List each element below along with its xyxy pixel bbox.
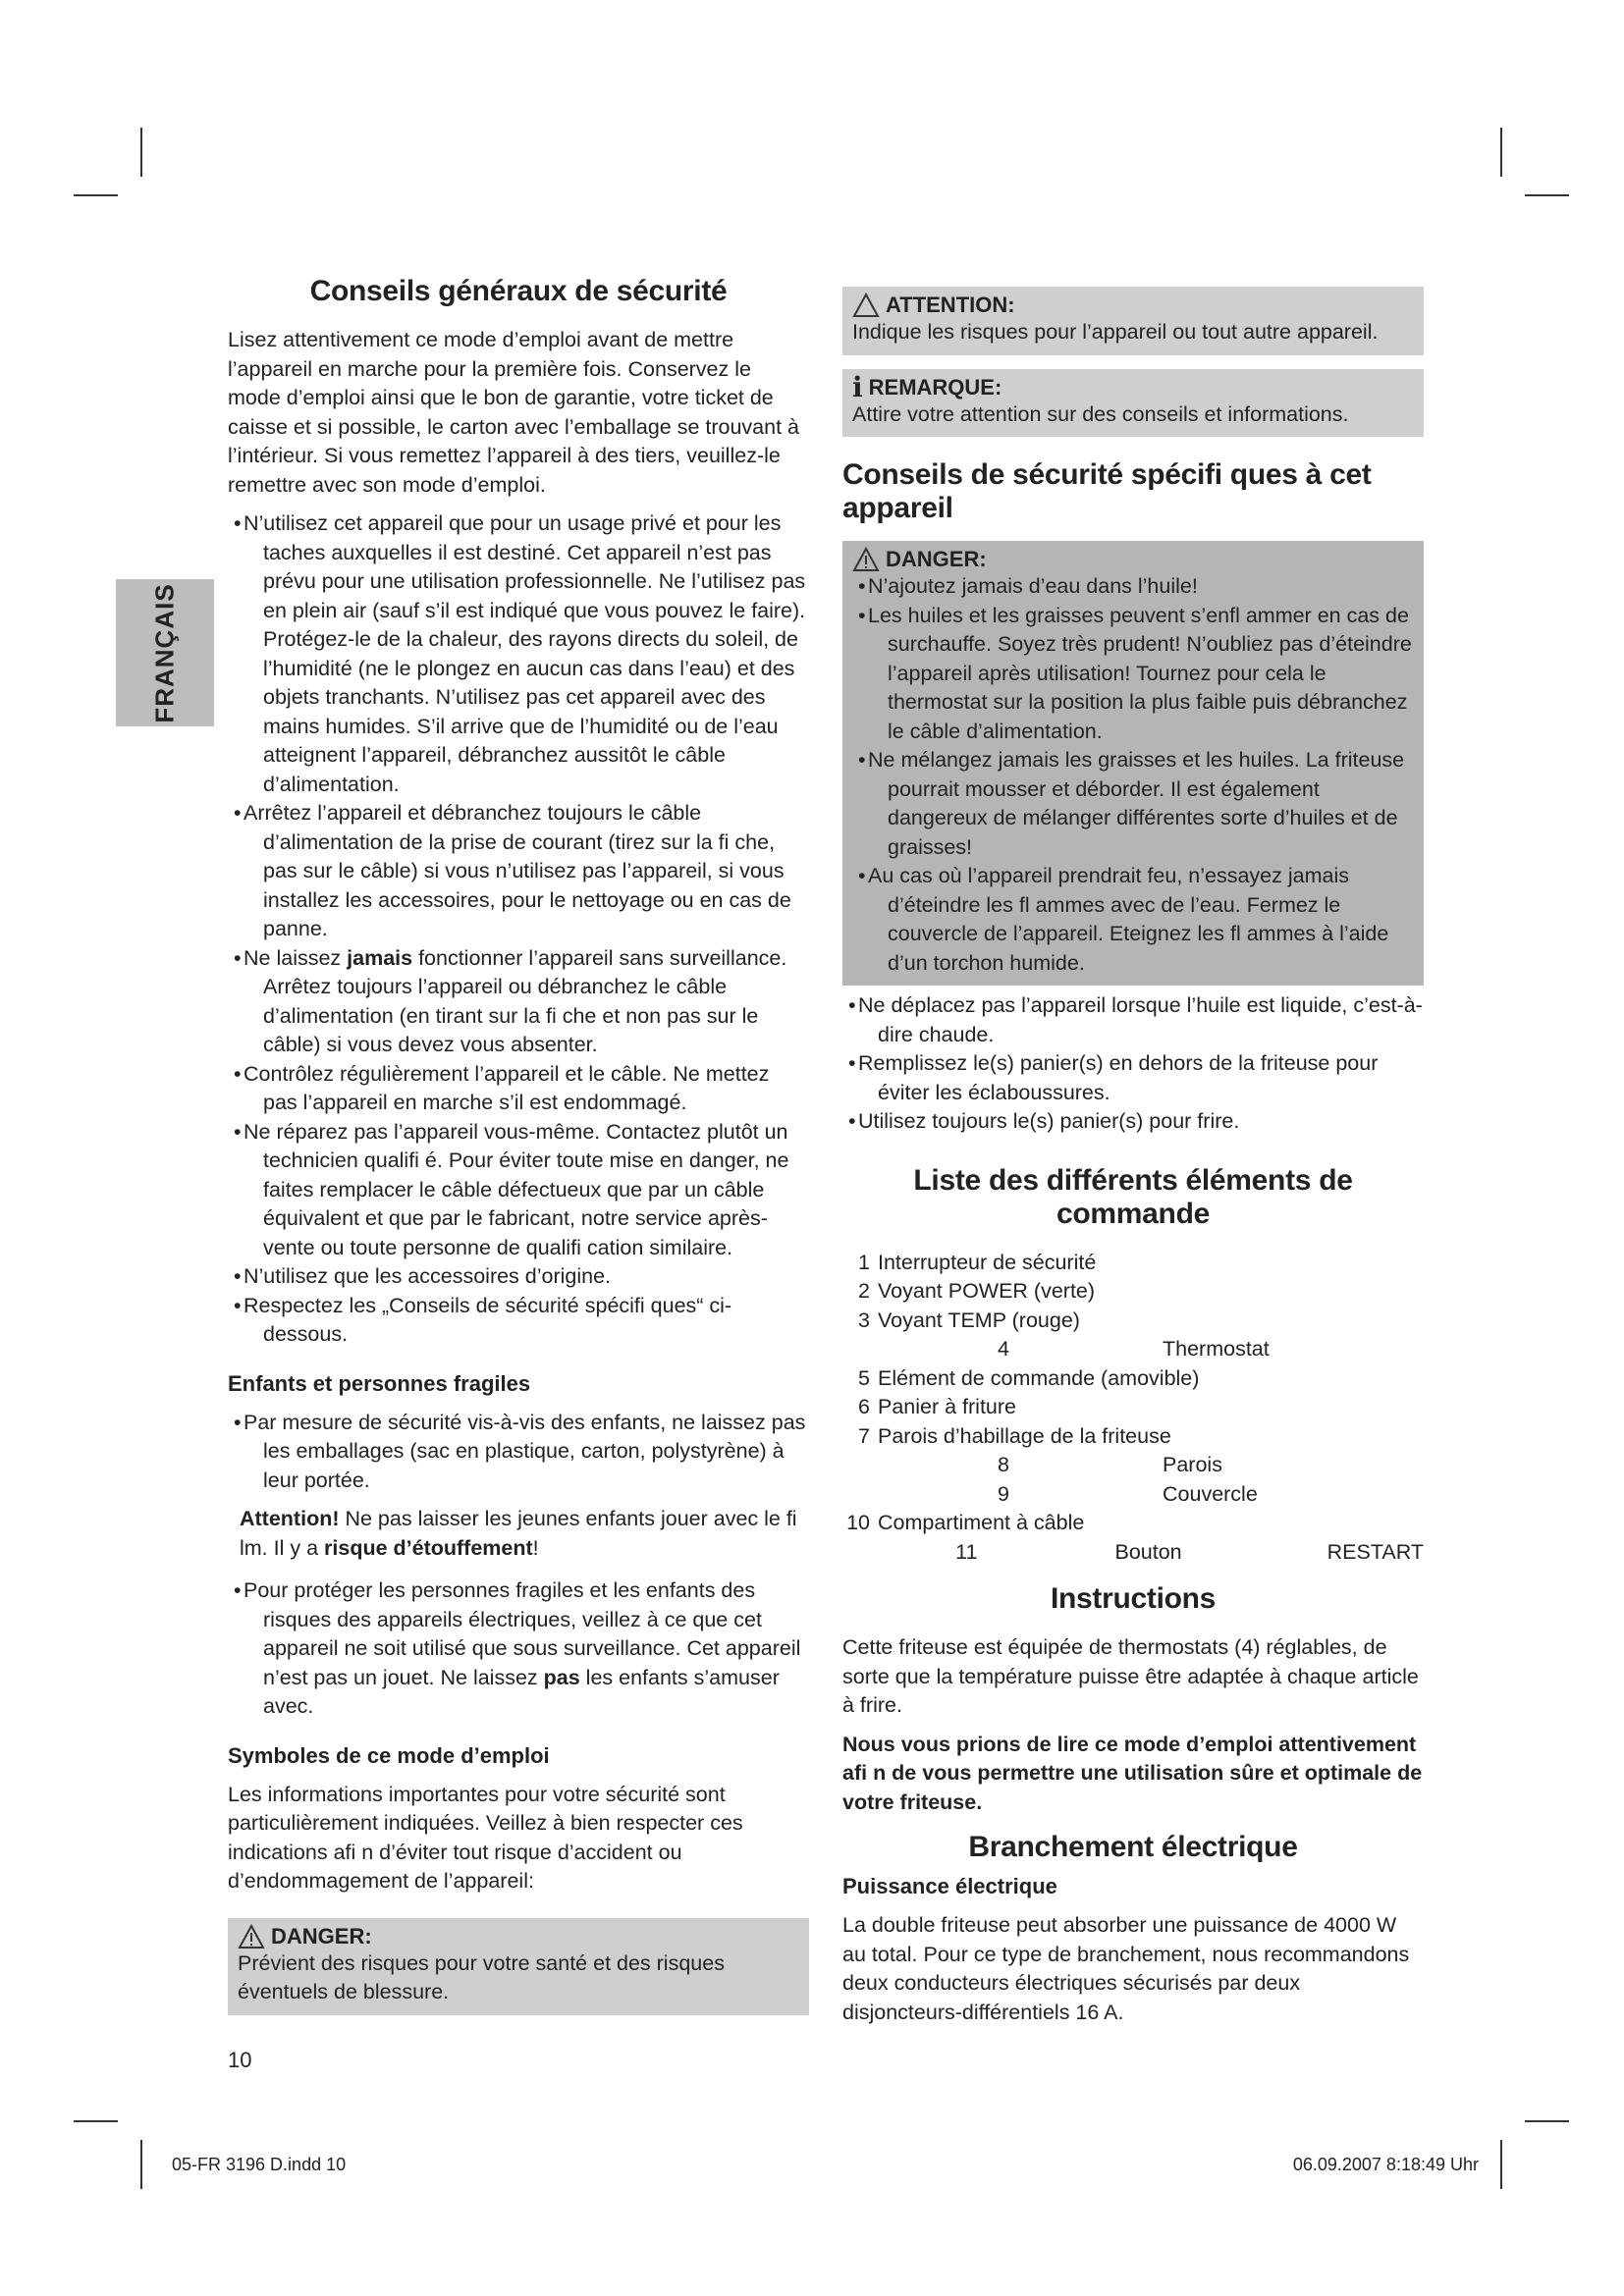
puissance-paragraph: La double friteuse peut absorber une puissance de 4000 W au total. Pour ce type de branchement, nous recommandons deux conducteurs électriques sécurisés par deux disjoncteurs-différentiels 16 A. (842, 1913, 1410, 2024)
attention-triangle-icon (852, 293, 880, 318)
puissance-heading: Puissance électrique (842, 1874, 1057, 1898)
page-number: 10 (228, 2048, 252, 2072)
attention-symbol-title: ATTENTION: (886, 293, 1015, 317)
instructions-paragraph: Cette friteuse est équipée de thermostats (4) réglables, de sorte que la température puisse être adaptée à chaque article à frire. (842, 1635, 1419, 1717)
symbols-heading: Symboles de ce mode d’emploi (228, 1742, 550, 1768)
language-tab-label: FRANÇAIS (149, 582, 180, 723)
left-column (228, 275, 809, 2029)
footer-timestamp: 06.09.2007 8:18:49 Uhr (1292, 2155, 1479, 2174)
list-item: • Arrêtez l’appareil et débranchez toujours le câble d’alimentation de la prise de courant (tirez sur la fi che, pas sur le câble) si vous n’utilisez pas l’appareil, si vous installez les accessoires, pour le nettoyage ou en cas de panne. (228, 799, 809, 944)
right-column (842, 287, 1424, 2037)
controls-title: Liste des différents éléments de commande (913, 1163, 1353, 1230)
list-item: • Ne laissez jamais fonctionner l’appareil sans surveillance. Arrêtez toujours l’appareil ou débranchez le câble d’alimentation (en tirant sur la fi che et non pas sur le câble) si vous devez vous absenter. (228, 944, 809, 1060)
remarque-symbol-box (842, 369, 1424, 438)
instructions-bold-paragraph: Nous vous prions de lire ce mode d’emploi attentivement afi n de vous permettre une utilisation sûre et optimale de votre friteuse. (842, 1732, 1423, 1814)
remarque-symbol-title: REMARQUE: (868, 374, 1002, 400)
instructions-title: Instructions (1050, 1582, 1217, 1615)
control-item: 4 Thermostat (998, 1337, 1270, 1361)
danger-symbol-title: DANGER: (271, 1923, 372, 1949)
warning-triangle-icon (238, 1924, 265, 1949)
danger-box (842, 541, 1424, 986)
specific-safety-title: Conseils de sécurité spécifi ques à cet appareil (842, 458, 1372, 524)
attention-symbol-box (842, 287, 1424, 355)
attention-symbol-text: Indique les risques pour l’appareil ou tout autre appareil. (852, 320, 1379, 344)
control-item: 3 Voyant TEMP (rouge) (858, 1308, 1080, 1332)
control-item: 7 Parois d’habillage de la friteuse (858, 1423, 1171, 1448)
danger-symbol-box (228, 1918, 809, 2015)
control-item: 11 Bouton RESTART (955, 1539, 1424, 1564)
list-item: • Ne réparez pas l’appareil vous-même. Contactez plutôt un technicien qualifi é. Pour éviter toute mise en danger, ne faites remplacer le câble défectueux que par un câble équivalent et que par le fabricant, notre service après-vente ou toute personne de qualifi cation similaire. (228, 1118, 809, 1263)
control-item: 10 Compartiment à câble (846, 1511, 1085, 1534)
control-item: 6 Panier à friture (858, 1395, 1017, 1418)
danger-box-title: DANGER: (886, 547, 987, 571)
crop-mark (1525, 2120, 1569, 2122)
list-item: • Contrôlez régulièrement l’appareil et le câble. Ne mettez pas l’appareil en marche s’il est endommagé. (228, 1060, 809, 1118)
danger-symbol-text: Prévient des risques pour votre santé et des risques éventuels de blessure. (238, 1950, 725, 2003)
warning-triangle-icon (852, 547, 880, 572)
children-heading: Enfants et personnes fragiles (228, 1370, 531, 1396)
list-item: • Remplissez le(s) panier(s) en dehors de la friteuse pour éviter les éclaboussures. (842, 1049, 1424, 1107)
crop-mark (74, 194, 118, 196)
controls-list (842, 1249, 1424, 1568)
crop-mark (1525, 194, 1569, 196)
info-icon: i (852, 370, 863, 403)
control-item: 2 Voyant POWER (verte) (858, 1279, 1096, 1303)
intro-paragraph: Lisez attentivement ce mode d’emploi avant de mettre l’appareil en marche pour la première fois. Conservez le mode d’emploi ainsi que le bon de garantie, votre ticket de caisse et si possible, le carton avec l’emballage se trouvant à l’intérieur. Si vous remettez l’appareil à des tiers, veuillez-le remettre avec son mode d’emploi. (228, 328, 800, 497)
list-item: • Ne mélangez jamais les graisses et les huiles. La friteuse pourrait mousser et déborder. Il est également dangereux de mélanger différentes sorte d’huiles et de graisses! (852, 746, 1414, 862)
control-item: 5 Elément de commande (amovible) (858, 1365, 1200, 1390)
language-tab (116, 579, 214, 726)
list-item: • Les huiles et les graisses peuvent s’enfl ammer en cas de surchauffe. Soyez très prudent! N’oubliez pas d’éteindre l’appareil après utilisation! Tournez pour cela le thermostat sur la position la plus faible puis débranchez le câble d’alimentation. (852, 602, 1414, 747)
control-item: 8 Parois (998, 1453, 1222, 1476)
general-safety-title: Conseils généraux de sécurité (309, 275, 728, 307)
branchement-title: Branchement électrique (968, 1831, 1298, 1863)
children-list (228, 1409, 809, 1496)
general-safety-list (228, 509, 809, 1350)
control-item: 9 Couvercle (998, 1481, 1258, 1506)
specific-safety-list (842, 991, 1424, 1137)
list-item: • Pour protéger les personnes fragiles et les enfants des risques des appareils électriques, veillez à ce que cet appareil ne soit utilisé que sous surveillance. Cet appareil n’est pas un jouet. Ne laissez pas les enfants s’amuser avec. (228, 1576, 809, 1722)
fragile-list (228, 1576, 809, 1722)
crop-mark (140, 128, 142, 177)
symbols-paragraph: Les informations importantes pour votre sécurité sont particulièrement indiquées. Veillez à bien respecter ces indications afi n d’éviter tout risque d’accident ou d’endommagement de l’appareil: (228, 1782, 743, 1893)
list-item: • Au cas où l’appareil prendrait feu, n’essayez jamais d’éteindre les fl ammes avec de l’eau. Fermez le couvercle de l’appareil. Eteignez les fl ammes à l’aide d’un torchon humide. (852, 862, 1414, 978)
attention-note: Attention! Ne pas laisser les jeunes enfants jouer avec le fi lm. Il y a risque d’étouffement! (240, 1507, 797, 1560)
list-item: • Ne déplacez pas l’appareil lorsque l’huile est liquide, c’est-à-dire chaude. (842, 991, 1424, 1049)
list-item: • N’utilisez que les accessoires d’origine. (228, 1262, 809, 1292)
crop-mark (74, 2120, 118, 2122)
danger-list (852, 572, 1414, 978)
list-item: • Par mesure de sécurité vis-à-vis des enfants, ne laissez pas les emballages (sac en plastique, carton, polystyrène) à leur portée. (228, 1409, 809, 1496)
control-item: 1 Interrupteur de sécurité (858, 1250, 1097, 1274)
crop-mark (140, 2140, 142, 2189)
footer-file-name: 05-FR 3196 D.indd 10 (172, 2155, 347, 2174)
crop-mark (1500, 2140, 1502, 2189)
remarque-symbol-text: Attire votre attention sur des conseils et informations. (852, 401, 1349, 426)
list-item: • N’utilisez cet appareil que pour un usage privé et pour les taches auxquelles il est destiné. Cet appareil n’est pas prévu pour une utilisation professionnelle. Ne l’utilisez pas en plein air (sauf s’il est indiqué que vous pouvez le faire). Protégez-le de la chaleur, des rayons directs du soleil, de l’humidité (ne le plongez en aucun cas dans l’eau) et des objets tranchants. N’utilisez pas cet appareil avec des mains humides. S’il arrive que de l’humidité ou de l’eau atteignent l’appareil, débranchez aussitôt le câble d’alimentation. (228, 509, 809, 799)
list-item: • N’ajoutez jamais d’eau dans l’huile! (852, 572, 1414, 602)
crop-mark (1500, 128, 1502, 177)
list-item: • Utilisez toujours le(s) panier(s) pour frire. (842, 1107, 1424, 1137)
list-item: • Respectez les „Conseils de sécurité spécifi ques“ ci-dessous. (228, 1292, 809, 1350)
